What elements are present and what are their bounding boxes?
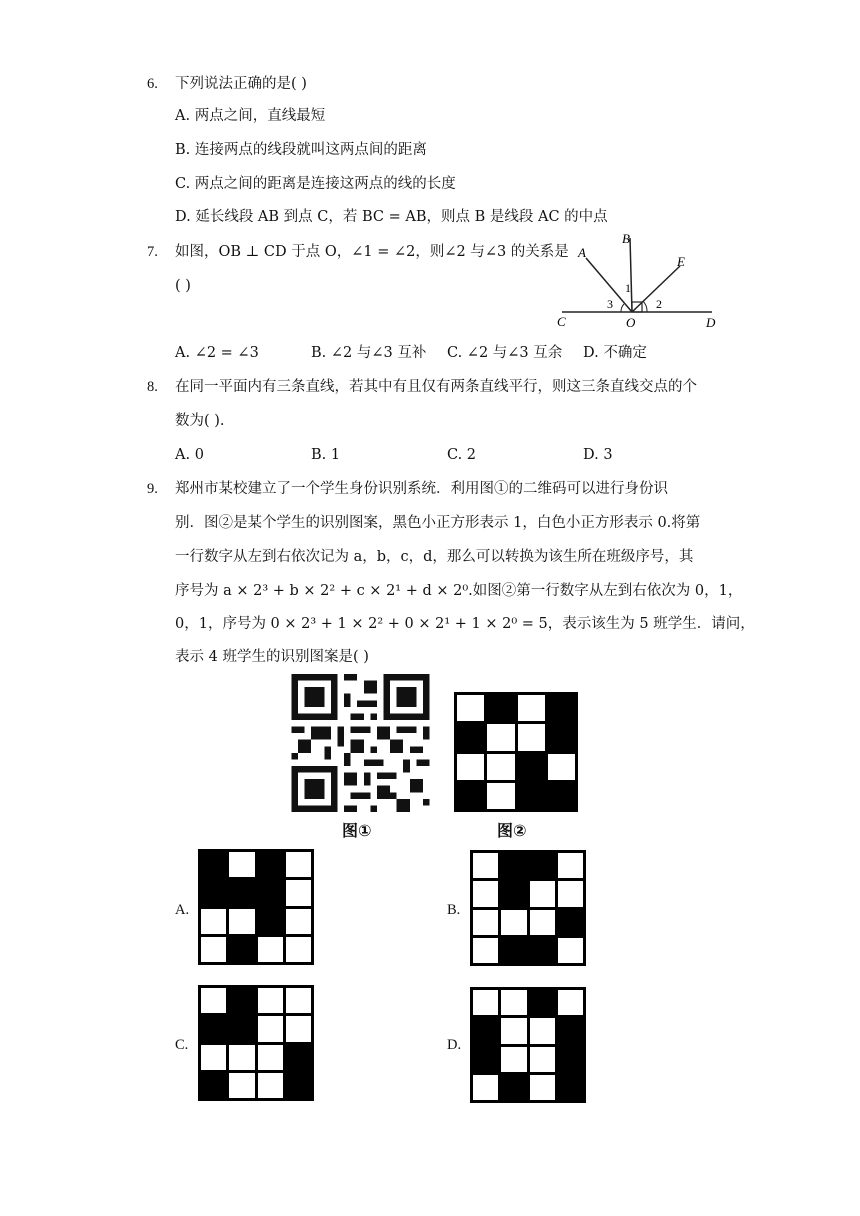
grid-cell (501, 1018, 526, 1043)
grid-cell (487, 783, 514, 809)
grid-cell (229, 1045, 254, 1070)
label-c: C (557, 314, 566, 329)
grid-cell (548, 695, 575, 721)
grid-cell (530, 1047, 555, 1072)
grid-cell (501, 1047, 526, 1072)
grid-cell (473, 938, 498, 963)
q6-option-d[interactable]: D. 延长线段 AB 到点 C，若 BC = AB，则点 B 是线段 AC 的中点 (175, 209, 608, 225)
grid-cell (286, 988, 311, 1013)
grid-cell (201, 1073, 226, 1098)
grid-cell (286, 1016, 311, 1041)
grid-cell (473, 1047, 498, 1072)
q6-option-b[interactable]: B. 连接两点的线段就叫这两点间的距离 (175, 142, 427, 158)
grid-cell (457, 724, 484, 750)
q8-stem-cont: 数为( ). (175, 413, 225, 429)
grid-cell (258, 988, 283, 1013)
grid-cell (558, 1075, 583, 1100)
grid-cell (258, 1073, 283, 1098)
angle-diagram (552, 226, 724, 336)
grid-cell (473, 990, 498, 1015)
q6-option-c[interactable]: C. 两点之间的距离是连接这两点的线的长度 (175, 176, 456, 192)
grid-cell (530, 990, 555, 1015)
grid-cell (457, 695, 484, 721)
q9-option-d-label[interactable]: D. (447, 1037, 462, 1053)
grid-cell (286, 909, 311, 934)
grid-cell (487, 754, 514, 780)
grid-cell (258, 1045, 283, 1070)
grid-cell (229, 1016, 254, 1041)
q7-option-a[interactable]: A. ∠2 = ∠3 (175, 345, 259, 361)
grid-cell (501, 853, 526, 878)
q9-option-c-grid[interactable] (198, 985, 314, 1101)
label-o: O (626, 315, 636, 330)
grid-cell (229, 852, 254, 877)
grid-cell (286, 1045, 311, 1070)
figure-2-grid (454, 692, 578, 812)
grid-cell (286, 1073, 311, 1098)
q7-option-b[interactable]: B. ∠2 与∠3 互补 (311, 345, 427, 361)
q9-line-4: 序号为 a × 2³ + b × 2² + c × 2¹ + d × 2⁰.如图②第一行数字从左到右依次为 0，1， (175, 583, 743, 599)
grid-cell (473, 881, 498, 906)
grid-cell (286, 937, 311, 962)
q7-option-d[interactable]: D. 不确定 (583, 345, 647, 361)
grid-cell (501, 881, 526, 906)
q8-option-a[interactable]: A. 0 (175, 447, 204, 463)
grid-cell (501, 910, 526, 935)
q9-line-2: 别．图②是某个学生的识别图案，黑色小正方形表示 1，白色小正方形表示 0.将第 (175, 515, 701, 531)
grid-cell (201, 880, 226, 905)
grid-cell (473, 910, 498, 935)
grid-cell (229, 880, 254, 905)
grid-cell (558, 881, 583, 906)
grid-cell (473, 1018, 498, 1043)
grid-cell (229, 937, 254, 962)
grid-cell (487, 695, 514, 721)
grid-cell (530, 1018, 555, 1043)
q8-option-c[interactable]: C. 2 (447, 447, 477, 463)
q9-option-a-label[interactable]: A. (175, 902, 190, 918)
angle-1-label: 1 (625, 281, 631, 295)
grid-cell (558, 1047, 583, 1072)
grid-cell (457, 754, 484, 780)
grid-cell (258, 937, 283, 962)
grid-cell (518, 783, 545, 809)
angle-2-label: 2 (656, 297, 662, 311)
grid-cell (530, 853, 555, 878)
q9-option-b-label[interactable]: B. (447, 902, 461, 918)
grid-cell (558, 990, 583, 1015)
grid-cell (201, 1045, 226, 1070)
grid-cell (258, 909, 283, 934)
grid-cell (518, 724, 545, 750)
grid-cell (201, 937, 226, 962)
qr-code-image (287, 674, 434, 812)
grid-cell (558, 853, 583, 878)
grid-cell (530, 1075, 555, 1100)
q8-stem: 在同一平面内有三条直线，若其中有且仅有两条直线平行，则这三条直线交点的个 (175, 379, 697, 395)
grid-cell (201, 988, 226, 1013)
label-b: B (622, 231, 630, 246)
grid-cell (487, 724, 514, 750)
q9-option-c-label[interactable]: C. (175, 1037, 189, 1053)
q8-number: 8. (147, 379, 158, 395)
grid-cell (473, 1075, 498, 1100)
grid-cell (501, 1075, 526, 1100)
q9-line-5: 0，1，序号为 0 × 2³ + 1 × 2² + 0 × 2¹ + 1 × 2⁰ = 5，表示该生为 5 班学生．请问， (175, 616, 755, 632)
grid-cell (201, 1016, 226, 1041)
grid-cell (548, 724, 575, 750)
grid-cell (558, 1018, 583, 1043)
q8-option-d[interactable]: D. 3 (583, 447, 613, 463)
grid-cell (201, 909, 226, 934)
q9-option-b-grid[interactable] (470, 850, 586, 966)
q6-stem: 下列说法正确的是( ) (175, 76, 307, 92)
grid-cell (229, 1073, 254, 1098)
q7-option-c[interactable]: C. ∠2 与∠3 互余 (447, 345, 563, 361)
q7-stem-cont: ( ) (175, 278, 191, 294)
grid-cell (558, 938, 583, 963)
q7-number: 7. (147, 244, 158, 260)
grid-cell (530, 938, 555, 963)
grid-cell (229, 909, 254, 934)
q9-line-3: 一行数字从左到右依次记为 a，b，c，d，那么可以转换为该生所在班级序号，其 (175, 549, 694, 565)
grid-cell (548, 754, 575, 780)
grid-cell (258, 1016, 283, 1041)
grid-cell (258, 880, 283, 905)
q8-option-b[interactable]: B. 1 (311, 447, 341, 463)
grid-cell (530, 881, 555, 906)
grid-cell (201, 852, 226, 877)
q9-option-d-grid[interactable] (470, 987, 586, 1103)
grid-cell (457, 783, 484, 809)
label-d: D (706, 315, 716, 330)
q9-line-1: 郑州市某校建立了一个学生身份识别系统．利用图①的二维码可以进行身份识 (175, 481, 668, 497)
figure-2-label: 图② (497, 821, 527, 840)
grid-cell (229, 988, 254, 1013)
grid-cell (548, 783, 575, 809)
q7-stem: 如图，OB ⊥ CD 于点 O，∠1 = ∠2，则∠2 与∠3 的关系是 (175, 244, 569, 260)
grid-cell (473, 853, 498, 878)
grid-cell (501, 990, 526, 1015)
grid-cell (286, 880, 311, 905)
grid-cell (558, 910, 583, 935)
figure-1-label: 图① (342, 821, 372, 840)
grid-cell (518, 754, 545, 780)
grid-cell (286, 852, 311, 877)
grid-cell (518, 695, 545, 721)
q9-number: 9. (147, 481, 158, 497)
label-e: E (677, 254, 685, 269)
grid-cell (501, 938, 526, 963)
q9-option-a-grid[interactable] (198, 849, 314, 965)
q9-line-6: 表示 4 班学生的识别图案是( ) (175, 649, 369, 665)
angle-3-label: 3 (607, 297, 613, 311)
grid-cell (258, 852, 283, 877)
label-a: A (578, 245, 586, 260)
q6-option-a[interactable]: A. 两点之间，直线最短 (175, 108, 326, 124)
q6-number: 6. (147, 76, 158, 92)
grid-cell (530, 910, 555, 935)
